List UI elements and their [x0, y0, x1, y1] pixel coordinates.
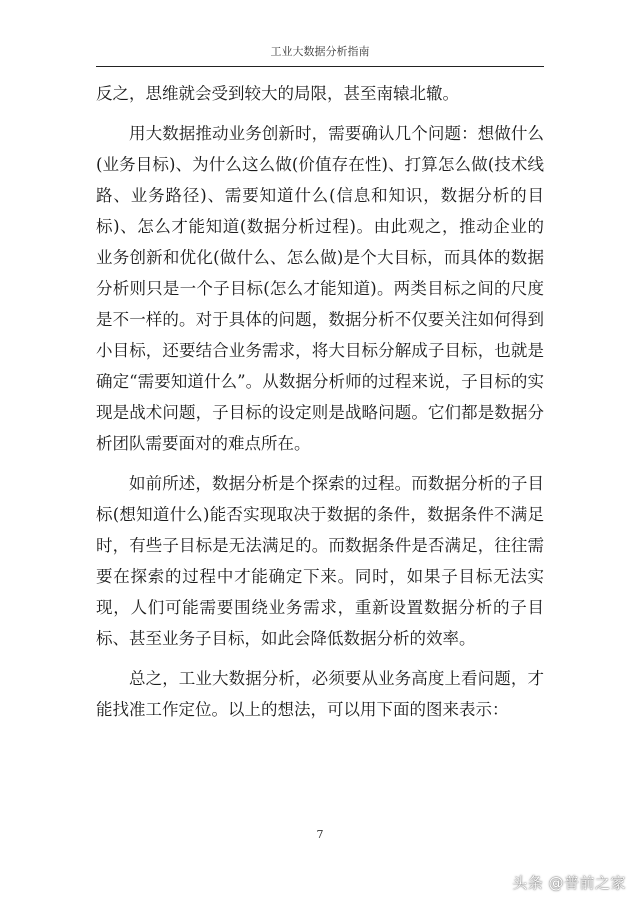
paragraph: 总之，工业大数据分析，必须要从业务高度上看问题，才能找准工作定位。以上的想法，可以用下面的图来表示：: [96, 669, 544, 719]
page-number: 7: [316, 828, 324, 841]
paragraph-continued: 反之，思维就会受到较大的局限，甚至南辕北辙。: [96, 84, 459, 103]
paragraph: 如前所述，数据分析是个探索的过程。而数据分析的子目标(想知道什么)能否实现取决于数据的条件，数据条件不满足时，有些子目标是无法满足的。而数据条件是否满足，往往需要在探索的过程中才能确定下来。同时，如果子目标无法实现，人们可能需要围绕业务需求，重新设置数据分析的子目标、甚至业务子目标，如此会降低数据分析的效率。: [96, 474, 544, 648]
source-watermark: 头条 @普前之家: [512, 874, 626, 892]
header-divider: [96, 66, 544, 67]
running-header: 工业大数据分析指南: [270, 45, 370, 58]
paragraph: 用大数据推动业务创新时，需要确认几个问题：想做什么(业务目标)、为什么这么做(价值存在性)、打算怎么做(技术线路、业务路径)、需要知道什么(信息和知识，数据分析的目标)、怎么才能知道(数据分析过程)。由此观之，推动企业的业务创新和优化(做什么、怎么做)是个大目标，而具体的数据分析则只是一个子目标(怎么才能知道)。两类目标之间的尺度是不一样的。对于具体的问题，数据分析不仅要关注如何得到小目标，还要结合业务需求，将大目标分解成子目标，也就是确定“需要知道什么”。从数据分析师的过程来说，子目标的实现是战术问题，子目标的设定则是战略问题。它们都是数据分析团队需要面对的难点所在。: [96, 124, 544, 453]
document-body: [96, 78, 544, 734]
